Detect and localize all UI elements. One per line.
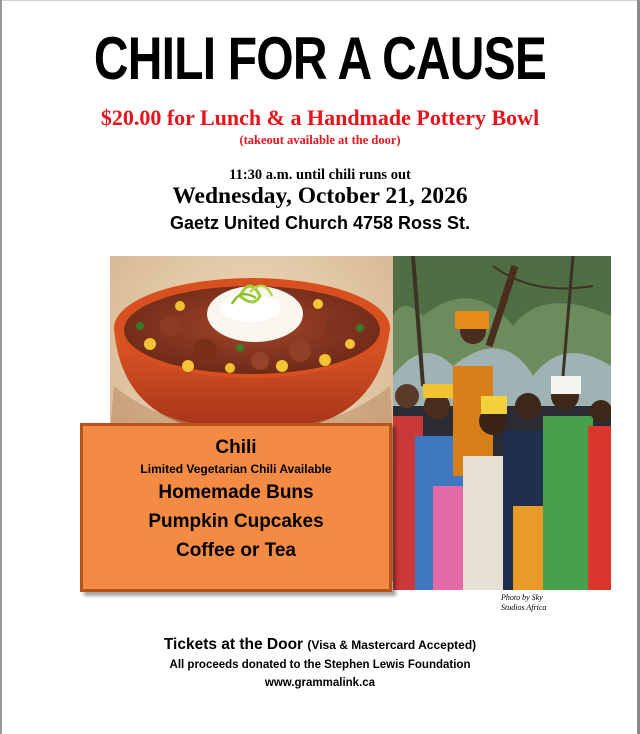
photo-credit <box>501 593 591 613</box>
menu-item-chili: Chili <box>215 437 257 458</box>
website-link[interactable]: www.grammalink.ca <box>264 677 376 689</box>
proceeds-note: All proceeds donated to the Stephen Lewis Foundation <box>169 659 471 671</box>
menu-box <box>80 423 392 592</box>
menu-item-buns: Homemade Buns <box>158 482 314 503</box>
menu-item-drinks: Coffee or Tea <box>175 540 296 561</box>
event-time: 11:30 a.m. until chili runs out <box>229 167 411 183</box>
menu-item-cupcakes: Pumpkin Cupcakes <box>148 511 324 532</box>
price-line: $20.00 for Lunch & a Handmade Pottery Bowl <box>100 105 540 130</box>
celebrating-women-photo <box>393 256 611 590</box>
menu-item-vegetarian: Limited Vegetarian Chili Available <box>140 462 332 476</box>
event-venue: Gaetz United Church 4758 Ross St. <box>169 213 471 233</box>
tickets-payment-note: (Visa & Mastercard Accepted) <box>307 638 477 652</box>
photo-credit-line1: Photo by Sky <box>501 593 543 602</box>
tickets-line <box>0 636 640 654</box>
takeout-note: (takeout available at the door) <box>239 133 401 147</box>
poster-title: CHILI FOR A CAUSE <box>93 25 547 92</box>
page-top-border <box>0 0 640 1</box>
event-date: Wednesday, October 21, 2026 <box>172 183 468 209</box>
tickets-main: Tickets at the Door <box>163 636 308 653</box>
photo-credit-line2: Studios Africa <box>501 603 547 612</box>
